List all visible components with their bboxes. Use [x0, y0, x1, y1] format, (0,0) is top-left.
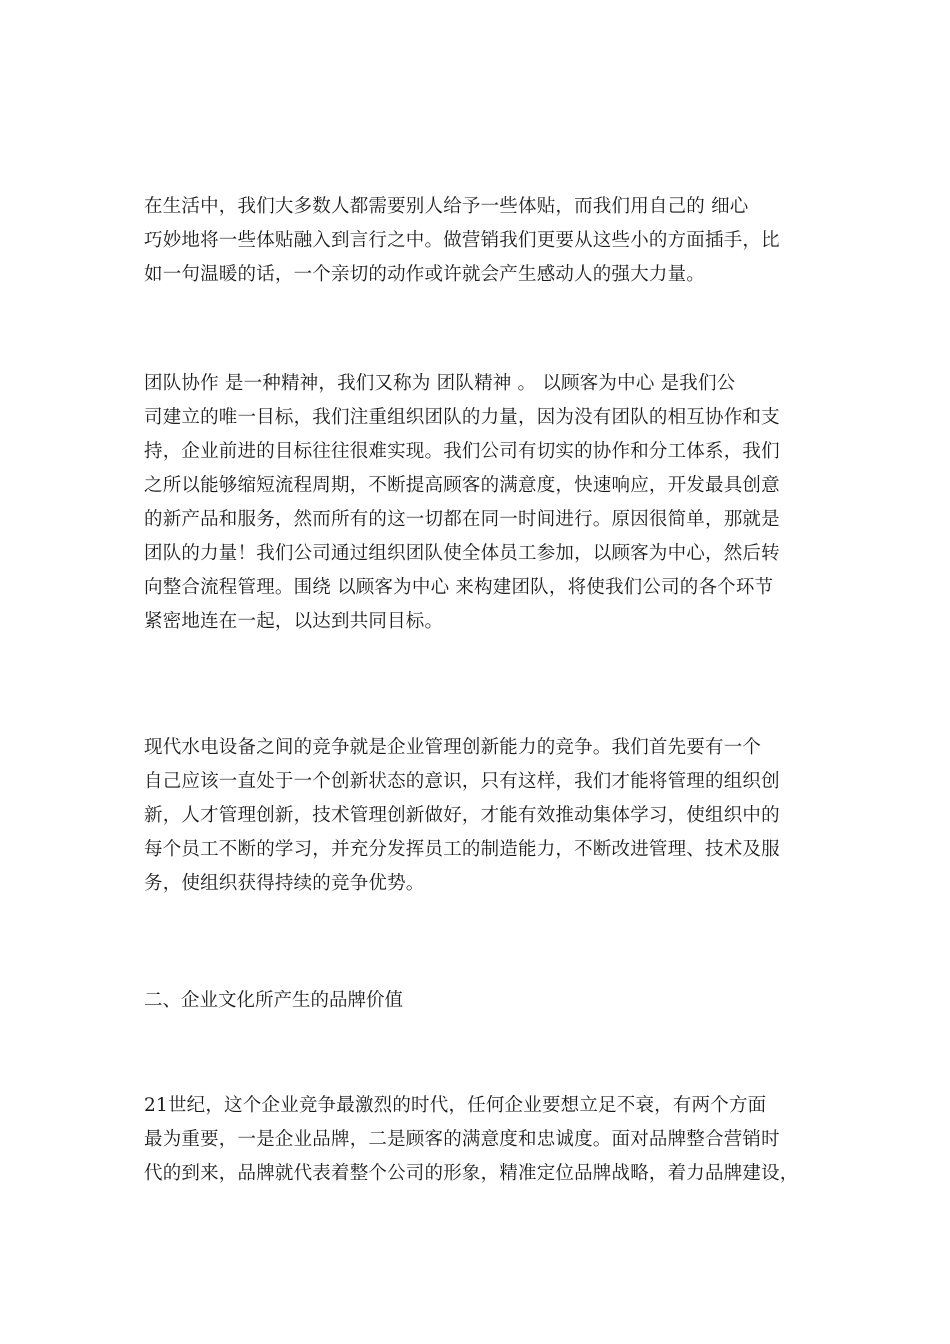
- paragraph-line: 每个员工不断的学习，并充分发挥员工的制造能力，不断改进管理、技术及服: [144, 839, 780, 860]
- paragraph-3: [144, 731, 804, 901]
- paragraph-line: 务，使组织获得持续的竞争优势。: [144, 873, 425, 894]
- paragraph-line: 团队协作 是一种精神，我们又称为 团队精神 。 以顾客为中心 是我们公: [144, 373, 736, 394]
- paragraph-line: 自己应该一直处于一个创新状态的意识，只有这样，我们才能将管理的组织创: [144, 771, 780, 792]
- paragraph-line: 巧妙地将一些体贴融入到言行之中。做营销我们更要从这些小的方面插手，比: [144, 230, 780, 251]
- paragraph-line: 团队的力量！我们公司通过组织团队使全体员工参加，以顾客为中心，然后转: [144, 543, 780, 564]
- paragraph-line: 向整合流程管理。围绕 以顾客为中心 来构建团队，将使我们公司的各个环节: [144, 577, 774, 598]
- paragraph-2: [144, 367, 804, 639]
- paragraph-line: 新，人才管理创新，技术管理创新做好，才能有效推动集体学习，使组织中的: [144, 805, 780, 826]
- paragraph-line: 代的到来，品牌就代表着整个公司的形象，精准定位品牌战略，着力品牌建设，: [144, 1163, 799, 1184]
- section-heading: 二、企业文化所产生的品牌价值: [144, 990, 404, 1011]
- paragraph-line: 在生活中，我们大多数人都需要别人给予一些体贴，而我们用自己的 细心: [144, 196, 749, 217]
- paragraph-line: 现代水电设备之间的竞争就是企业管理创新能力的竞争。我们首先要有一个: [144, 737, 762, 758]
- paragraph-line: 司建立的唯一目标，我们注重组织团队的力量，因为没有团队的相互协作和支: [144, 407, 780, 428]
- paragraph-line: 紧密地连在一起，以达到共同目标。: [144, 611, 444, 632]
- paragraph-1: [144, 190, 804, 292]
- paragraph-line: 的新产品和服务，然而所有的这一切都在同一时间进行。原因很简单，那就是: [144, 509, 780, 530]
- paragraph-line: 21世纪，这个企业竞争最激烈的时代，任何企业要想立足不衰，有两个方面: [144, 1095, 767, 1116]
- paragraph-line: 如一句温暖的话，一个亲切的动作或许就会产生感动人的强大力量。: [144, 264, 706, 285]
- paragraph-4: [144, 1089, 804, 1191]
- paragraph-line: 最为重要，一是企业品牌，二是顾客的满意度和忠诚度。面对品牌整合营销时: [144, 1129, 780, 1150]
- paragraph-line: 之所以能够缩短流程周期，不断提高顾客的满意度，快速响应，开发最具创意: [144, 475, 780, 496]
- paragraph-line: 持，企业前进的目标往往很难实现。我们公司有切实的协作和分工体系，我们: [144, 441, 780, 462]
